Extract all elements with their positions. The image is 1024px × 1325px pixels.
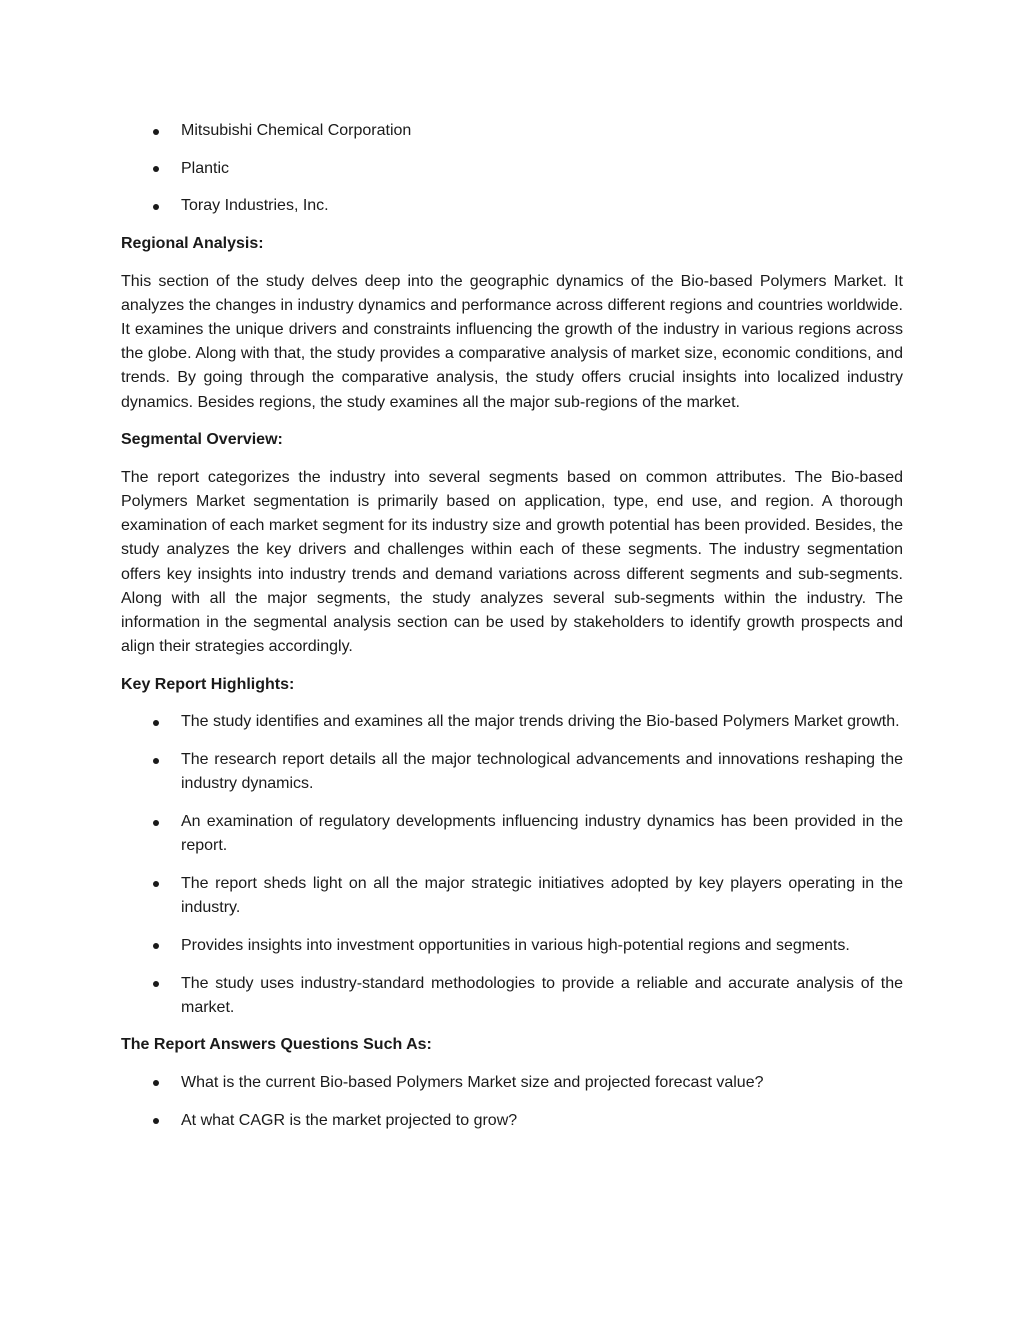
bullet-icon [153, 881, 159, 887]
regional-analysis-heading: Regional Analysis: [121, 235, 264, 253]
company-name: Toray Industries, Inc. [181, 197, 329, 215]
bullet-icon [153, 1118, 159, 1124]
list-item [121, 157, 903, 181]
bullet-icon [153, 1080, 159, 1086]
list-item [121, 1071, 903, 1095]
question-text: At what CAGR is the market projected to grow? [181, 1111, 518, 1129]
bullet-icon [153, 166, 159, 172]
bullet-icon [153, 129, 159, 135]
highlight-text: An examination of regulatory developments influencing industry dynamics has been provided in the report. [181, 813, 903, 855]
company-name: Plantic [181, 159, 230, 177]
bullet-icon [153, 981, 159, 987]
list-item [121, 710, 903, 734]
questions-list [121, 1071, 903, 1133]
list-item [121, 748, 903, 796]
list-item [121, 1109, 903, 1133]
highlight-text: The research report details all the major technological advancements and innovations reshaping the industry dynamics. [181, 751, 903, 793]
bullet-icon [153, 720, 159, 726]
bullet-icon [153, 758, 159, 764]
highlights-list [121, 710, 903, 1020]
list-item [121, 934, 903, 958]
company-list [121, 119, 903, 219]
highlight-text: Provides insights into investment opportunities in various high-potential regions and segments. [181, 936, 850, 954]
key-highlights-heading: Key Report Highlights: [121, 675, 295, 693]
highlight-text: The study identifies and examines all the major trends driving the Bio-based Polymers Market growth. [181, 713, 900, 731]
report-questions-heading: The Report Answers Questions Such As: [121, 1036, 432, 1054]
list-item [121, 810, 903, 858]
bullet-icon [153, 943, 159, 949]
list-item [121, 119, 903, 143]
segmental-overview-paragraph: The report categorizes the industry into several segments based on common attributes. The Bio-based Polymers Market segmentation is primarily based on application, type, end use, and region. A thorough examination of each market segment for its industry size and growth potential has been provided. Besides, the study analyzes the key drivers and challenges within each of these segments. The industry segmentation offers key insights into industry trends and demand variations across different segments and sub-segments. Along with all the major segments, the study analyzes several sub-segments within the industry. The information in the segmental analysis section can be used by stakeholders to identify growth prospects and align their strategies accordingly. [121, 468, 903, 656]
regional-analysis-paragraph: This section of the study delves deep into the geographic dynamics of the Bio-based Polymers Market. It analyzes the changes in industry dynamics and performance across different regions and countries worldwide. It examines the unique drivers and constraints influencing the growth of the industry in various regions across the globe. Along with that, the study provides a comparative analysis of market size, economic conditions, and trends. By going through the comparative analysis, the study offers crucial insights into localized industry dynamics. Besides regions, the study examines all the major sub-regions of the market. [121, 272, 903, 411]
bullet-icon [153, 204, 159, 210]
highlight-text: The report sheds light on all the major strategic initiatives adopted by key players operating in the industry. [181, 874, 903, 917]
highlight-text: The study uses industry-standard methodologies to provide a reliable and accurate analysis of the market. [181, 974, 903, 1016]
segmental-overview-heading: Segmental Overview: [121, 431, 283, 449]
list-item [121, 194, 903, 218]
list-item [121, 972, 903, 1020]
question-text: What is the current Bio-based Polymers Market size and projected forecast value? [181, 1073, 764, 1091]
document-page [121, 119, 903, 1146]
bullet-icon [153, 820, 159, 826]
company-name: Mitsubishi Chemical Corporation [181, 122, 412, 139]
list-item [121, 872, 903, 920]
